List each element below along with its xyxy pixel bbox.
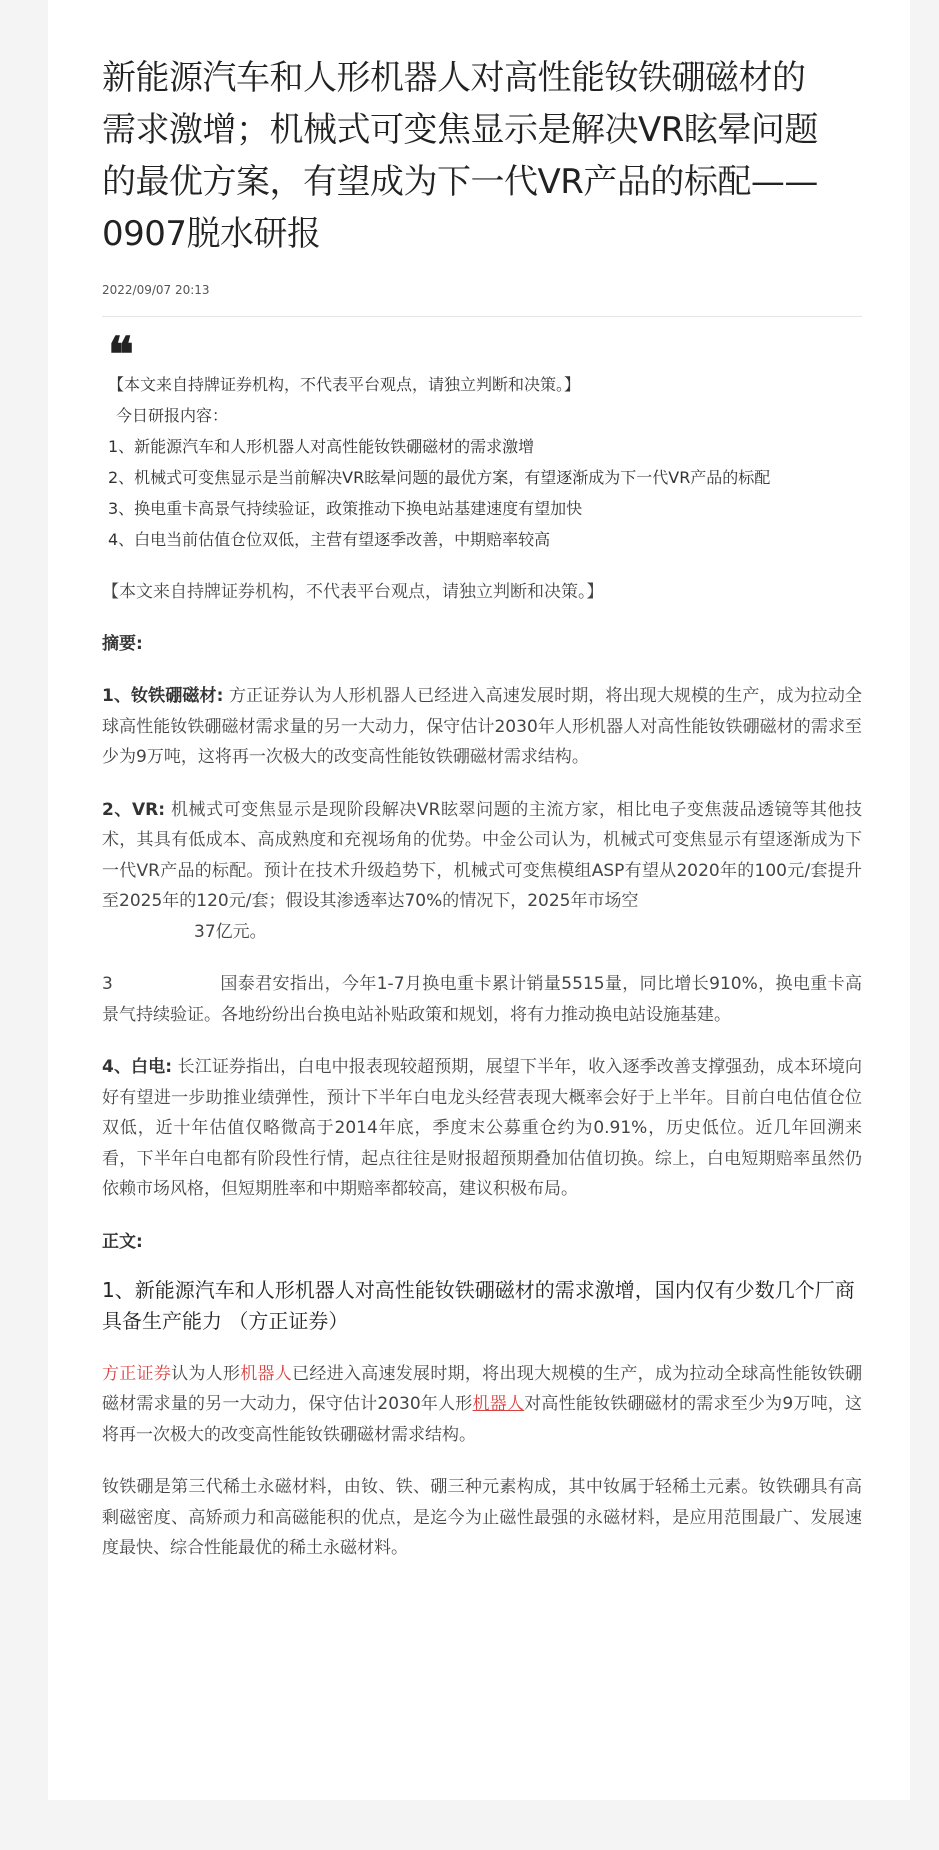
quote-item: 3、换电重卡高景气持续验证，政策推动下换电站基建速度有望加快 (108, 499, 583, 518)
topic-link[interactable]: 机器人 (240, 1363, 293, 1384)
summary-text: 机械式可变焦显示是现阶段解决VR眩翠问题的主流方家，相比电子变焦菠品透镜等其他技术，其具有低成本、高成熟度和充视场角的优势。中金公司认为，机械式可变焦显示有望逐渐成为下一代VR产品的标配。预计在技术升级趋势下，机械式可变焦模组ASP有望从2020年的100元/套提升至2025年的120元/套；假设其渗透率达70%的情况下，2025年市场空 (102, 799, 863, 911)
publish-date: 2022/09/07 20:13 (102, 283, 210, 297)
summary-text: 长江证券指出，白电中报表现较超预期，展望下半年，收入逐季改善支撑强劲，成本环境向好有望进一步助推业绩弹性，预计下半年白电龙头经营表现大概率会好于上半年。目前白电估值仓位双低，近十年估值仅略微高于2014年底，季度末公募重仓约为0.91%，历史低位。近几年回溯来看，下半年白电都有阶段性行情，起点往往是财报超预期叠加估值切换。综上，白电短期赔率虽然仍依赖市场风格，但短期胜率和中期赔率都较高，建议积极布局。 (102, 1057, 862, 1199)
summary-number: 3 (102, 974, 113, 994)
summary-paragraph-2 (102, 795, 862, 948)
quote-item: 1、新能源汽车和人形机器人对高性能钕铁硼磁材的需求激增 (108, 437, 535, 456)
quote-block (102, 327, 862, 555)
quote-source-note: 【本文来自持牌证券机构，不代表平台观点，请独立判断和决策。】 (108, 375, 581, 394)
article-title (102, 52, 862, 260)
section-heading: 1、新能源汽车和人形机器人对高性能钕铁硼磁材的需求激增，国内仅有少数几个厂商具备生产能力 （方正证券） (102, 1277, 855, 1333)
summary-lead: 2、VR: (102, 799, 166, 820)
quote-mark-icon: ❝ (108, 327, 134, 383)
summary-text: 方正证券认为人形机器人已经进入高速发展时期，将出现大规模的生产，成为拉动全球高性能钕铁硼磁材需求量的另一大动力，保守估计2030年人形机器人对高性能钕铁硼磁材的需求至少为9万吨，这将再一次极大的改变高性能钕铁硼磁材需求结构。 (102, 686, 862, 767)
summary-paragraph-4 (102, 1052, 862, 1205)
summary-label: 摘要: (102, 634, 143, 654)
title-line: 需求激增；机械式可变焦显示是解决VR眩晕问题 (102, 110, 818, 150)
quote-item: 4、白电当前估值仓位双低，主营有望逐季改善，中期赔率较高 (108, 530, 551, 549)
title-line: 0907脱水研报 (102, 214, 321, 254)
quote-item: 2、机械式可变焦显示是当前解决VR眩晕问题的最优方案，有望逐渐成为下一代VR产品的标配 (108, 468, 771, 487)
article-content (102, 52, 862, 1564)
body-paragraph-2: 钕铁硼是第三代稀土永磁材料，由钕、铁、硼三种元素构成，其中钕属于轻稀土元素。钕铁硼具有高剩磁密度、高矫顽力和高磁能积的优点，是迄今为止磁性最强的永磁材料，是应用范围最广、发展速度最快、综合性能最优的稀土永磁材料。 (102, 1477, 862, 1558)
body-text: 对高性能钕铁硼磁材的需求至少为9万吨，这将再一次极大的改变高性能钕铁硼磁材需求结构。 (102, 1394, 863, 1445)
summary-paragraph-1 (102, 681, 862, 773)
summary-paragraph-3 (102, 969, 862, 1030)
body-text: 已经进入高速发展时期，将出现大规模的生产，成为拉动全球高性能钕铁硼磁材需求量的另一大动力，保守估计2030年人形 (102, 1363, 863, 1414)
title-line: 的最优方案，有望成为下一代VR产品的标配—— (102, 162, 818, 202)
body-text: 认为人形 (171, 1363, 241, 1384)
body-paragraph-1 (102, 1359, 862, 1451)
article-page (48, 0, 910, 1800)
topic-link[interactable]: 机器人 (472, 1394, 525, 1414)
summary-tail: 37亿元。 (194, 921, 267, 942)
title-line: 新能源汽车和人形机器人对高性能钕铁硼磁材的 (102, 58, 806, 98)
disclaimer: 【本文来自持牌证券机构，不代表平台观点，请独立判断和决策。】 (102, 582, 604, 602)
summary-lead: 1、钕铁硼磁材: (102, 686, 224, 706)
quote-intro: 今日研报内容： (116, 406, 229, 425)
summary-text: 国泰君安指出，今年1-7月换电重卡累计销量5515量，同比增长910%，换电重卡高景气持续验证。各地纷纷出台换电站补贴政策和规划，将有力推动换电站设施基建。 (102, 974, 862, 1025)
stock-link[interactable]: 方正证券 (102, 1363, 172, 1384)
summary-lead: 4、白电: (102, 1057, 173, 1077)
body-label: 正文: (102, 1231, 143, 1252)
title-divider (102, 316, 862, 317)
